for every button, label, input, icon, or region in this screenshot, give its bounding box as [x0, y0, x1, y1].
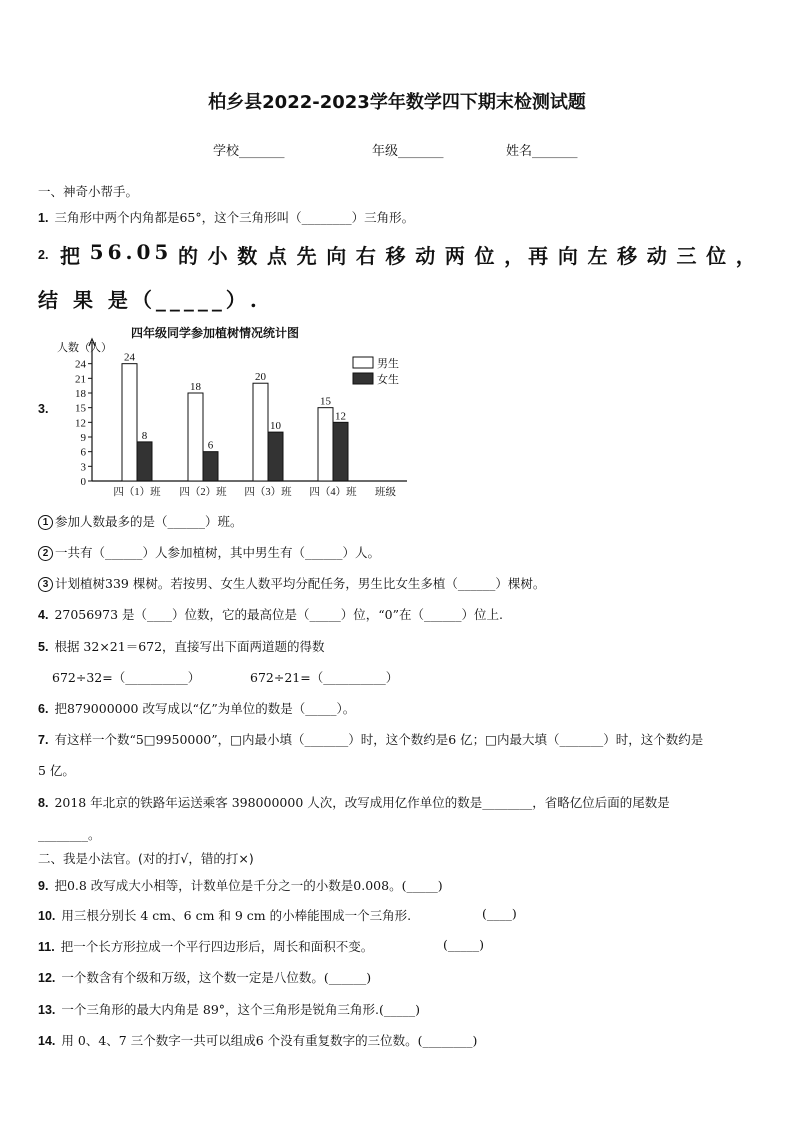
- question-3-number: 3.: [38, 402, 49, 416]
- question-5-a: 672÷32=（__________）: [52, 670, 201, 685]
- circled-number: 3: [38, 577, 53, 592]
- x-tick-label: 四（3）班: [244, 487, 292, 498]
- question-2-number: 2.: [38, 248, 49, 262]
- sub-text: 计划植树339 棵树。若按男、女生人数平均分配任务，男生比女生多植（______）棵树。: [55, 576, 546, 591]
- q2-char: ，再: [504, 244, 553, 268]
- data-label: 20: [255, 371, 266, 384]
- question-text: 2018 年北京的铁路年运送乘客 398000000 人次，改写成用亿作单位的数是________，省略亿位后面的尾数是: [54, 795, 670, 810]
- question-number: 13.: [38, 1003, 56, 1017]
- question-number: 8.: [38, 796, 49, 810]
- question-10: [38, 906, 411, 924]
- question-13: [38, 1000, 420, 1018]
- question-number: 4.: [38, 608, 49, 622]
- question-9: [38, 876, 443, 894]
- question-number: 6.: [38, 702, 49, 716]
- question-8: [38, 793, 670, 811]
- x-axis-label: 班级: [375, 487, 396, 498]
- legend-swatch: [353, 373, 373, 384]
- q2-char: 三: [676, 244, 701, 268]
- q2-char: 的: [177, 244, 202, 268]
- circled-number: 1: [38, 515, 53, 530]
- question-number: 9.: [38, 879, 49, 893]
- question-text: 一个数含有个级和万级，这个数一定是八位数。(______): [61, 970, 372, 985]
- question-11: [38, 937, 373, 955]
- grade-field: 年级_______: [372, 144, 444, 159]
- q2-char: 左: [587, 244, 612, 268]
- y-tick-label: 18: [75, 388, 86, 400]
- q2-char: 动: [646, 244, 671, 268]
- question-2-line2: 结 果 是（_____）.: [38, 288, 261, 312]
- q2-char: 动: [415, 244, 440, 268]
- question-12: [38, 968, 371, 986]
- question-3-sub2: [38, 543, 380, 561]
- x-tick-label: 四（4）班: [309, 487, 357, 498]
- question-text: 一个三角形的最大内角是 89°，这个三角形是锐角三角形.(_____): [61, 1002, 420, 1017]
- question-number: 14.: [38, 1034, 56, 1048]
- section-1-heading: 一、神奇小帮手。: [38, 184, 139, 199]
- q2-char: 向: [557, 244, 582, 268]
- q2-char: 移: [617, 244, 642, 268]
- bar-female: [333, 422, 348, 481]
- question-6: [38, 699, 355, 717]
- question-number: 11.: [38, 940, 55, 954]
- bar-chart: [55, 322, 415, 500]
- q2-char: 位: [706, 244, 731, 268]
- sub-text: 一共有（______）人参加植树，其中男生有（______）人。: [55, 545, 381, 560]
- question-number: 12.: [38, 971, 56, 985]
- x-tick-label: 四（1）班: [113, 487, 161, 498]
- sub-text: 参加人数最多的是（______）班。: [55, 514, 243, 529]
- q2-char: 向: [326, 244, 351, 268]
- question-3-sub3: [38, 574, 545, 592]
- y-axis-label: 人数（人）: [57, 342, 112, 354]
- question-14: [38, 1031, 477, 1049]
- x-tick-label: 四（2）班: [179, 487, 227, 498]
- question-4: [38, 605, 503, 623]
- question-text: 把一个长方形拉成一个平行四边形后，周长和面积不变。: [60, 939, 374, 954]
- legend-swatch: [353, 357, 373, 368]
- q2-char: 数: [237, 244, 262, 268]
- question-11-answer: (_____): [443, 937, 485, 952]
- data-label: 10: [270, 420, 281, 433]
- data-label: 6: [207, 439, 214, 452]
- school-field: 学校_______: [213, 144, 285, 159]
- bar-male: [318, 408, 333, 481]
- y-tick-label: 15: [75, 402, 86, 415]
- question-text: 三角形中两个内角都是65°，这个三角形叫（________）三角形。: [54, 210, 415, 225]
- y-tick-label: 0: [80, 476, 86, 488]
- question-text: 有这样一个数“5□9950000”，□内最小填（_______）时，这个数约是6 亿；□内最大填（_______）时，这个数约是: [54, 732, 704, 747]
- y-tick-label: 3: [80, 461, 86, 474]
- bar-male: [253, 383, 268, 481]
- question-5: [38, 637, 325, 655]
- data-label: 24: [124, 351, 135, 364]
- bar-male: [122, 364, 137, 481]
- question-1: [38, 208, 414, 226]
- question-text: 用三根分别长 4 cm、6 cm 和 9 cm 的小棒能围成一个三角形.: [61, 908, 412, 923]
- question-8-continued: ________。: [38, 827, 101, 842]
- data-label: 12: [335, 410, 346, 423]
- question-number: 5.: [38, 640, 49, 654]
- question-text: 把879000000 改写成以“亿”为单位的数是（_____）。: [54, 701, 356, 716]
- q2-char: 右: [355, 244, 380, 268]
- y-tick-label: 12: [75, 417, 86, 430]
- q2-char: 56.05: [89, 240, 173, 264]
- data-label: 8: [141, 429, 148, 442]
- question-10-answer: (____): [482, 906, 517, 921]
- question-3-sub1: [38, 512, 243, 530]
- q2-char: 位: [474, 244, 499, 268]
- circled-number: 2: [38, 546, 53, 561]
- question-5-b: 672÷21=（__________）: [250, 670, 399, 685]
- bar-male: [188, 393, 203, 481]
- question-number: 1.: [38, 211, 49, 225]
- question-text: 27056973 是（____）位数，它的最高位是（_____）位，“0”在（______）位上.: [54, 607, 503, 622]
- q2-char: ，: [735, 244, 760, 268]
- question-7: [38, 730, 703, 748]
- chart-container: [55, 322, 415, 504]
- question-2-line1: [60, 240, 760, 269]
- q2-char: 把: [60, 244, 84, 268]
- legend-label: 男生: [377, 358, 399, 370]
- y-tick-label: 9: [80, 432, 86, 444]
- q2-char: 小: [207, 244, 232, 268]
- bar-female: [203, 452, 218, 481]
- question-number: 10.: [38, 909, 56, 923]
- q2-char: 先: [296, 244, 321, 268]
- question-text: 用 0、4、7 三个数字一共可以组成6 个没有重复数字的三位数。(________): [61, 1033, 478, 1048]
- question-text: 根据 32×21＝672，直接写出下面两道题的得数: [54, 639, 325, 654]
- q2-char: 移: [385, 244, 410, 268]
- question-number: 7.: [38, 733, 49, 747]
- bar-female: [137, 442, 152, 481]
- question-7-continued: 5 亿。: [38, 763, 75, 778]
- data-label: 18: [190, 381, 201, 393]
- y-tick-label: 21: [75, 373, 86, 386]
- section-2-heading: 二、我是小法官。(对的打√，错的打×): [38, 851, 254, 866]
- legend-label: 女生: [377, 374, 399, 386]
- data-label: 15: [320, 395, 331, 408]
- bar-female: [268, 432, 283, 481]
- y-tick-label: 24: [75, 358, 86, 371]
- name-field: 姓名_______: [506, 144, 578, 159]
- chart-title: 四年级同学参加植树情况统计图: [131, 326, 300, 340]
- q2-char: 两: [444, 244, 469, 268]
- question-text: 把0.8 改写成大小相等，计数单位是千分之一的小数是0.008。(_____): [54, 878, 443, 893]
- y-tick-label: 6: [80, 446, 86, 459]
- page-title: 柏乡县2022-2023学年数学四下期末检测试题: [208, 92, 586, 113]
- q2-char: 点: [266, 244, 291, 268]
